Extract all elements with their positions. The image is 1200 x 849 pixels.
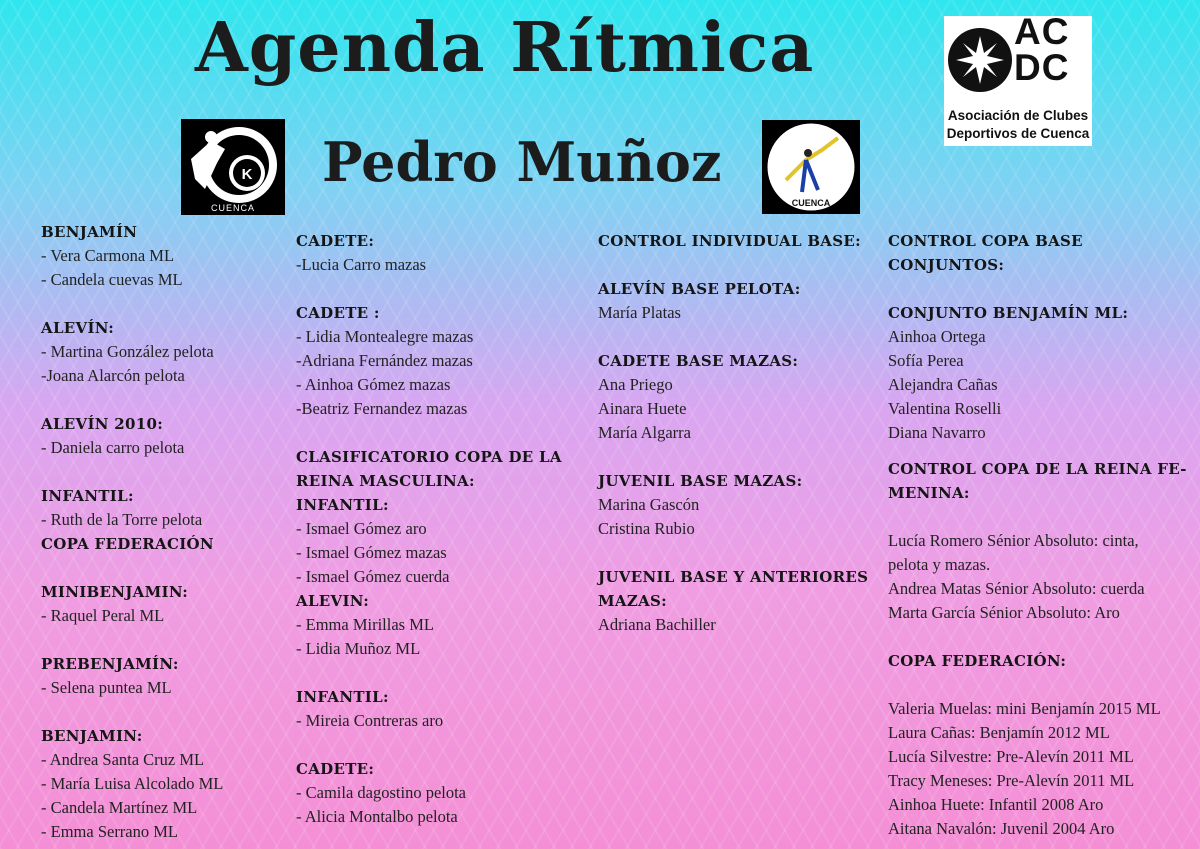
athlete-entry: - Candela cuevas ML <box>41 270 183 289</box>
athlete-entry: María Platas <box>598 303 681 322</box>
athlete-entry: Cristina Rubio <box>598 519 695 538</box>
club-logo-cuenca <box>181 119 285 215</box>
athlete-entry: - Mireia Contreras aro <box>296 711 444 730</box>
column-4 <box>888 229 1193 841</box>
athlete-entry: - Ismael Gómez cuerda <box>296 567 450 586</box>
category-heading: ALEVÍN 2010: <box>41 415 164 433</box>
athlete-entry: - Ainhoa Gómez mazas <box>296 375 451 394</box>
athlete-entry: María Algarra <box>598 423 691 442</box>
athlete-entry: - Lidia Muñoz ML <box>296 639 421 658</box>
athlete-entry: -Adriana Fernández mazas <box>296 351 473 370</box>
category-heading: CONTROL COPA BASE CONJUNTOS: <box>888 232 1083 274</box>
spacer <box>41 388 286 412</box>
spacer <box>41 628 286 652</box>
spacer <box>888 625 1193 649</box>
category-heading: ALEVIN: <box>296 592 370 610</box>
spacer <box>888 505 1193 529</box>
category-heading: ALEVÍN BASE PELOTA: <box>598 280 801 298</box>
athlete-entry: Tracy Meneses: Pre-Alevín 2011 ML <box>888 771 1135 790</box>
athlete-entry: Ainara Huete <box>598 399 687 418</box>
athlete-entry: - Selena puntea ML <box>41 678 172 697</box>
athlete-entry: Lucía Silvestre: Pre-Alevín 2011 ML <box>888 747 1134 766</box>
category-heading: CADETE BASE MAZAS: <box>598 352 799 370</box>
athlete-entry: - Ruth de la Torre pelota <box>41 510 203 529</box>
athlete-entry: -Lucia Carro mazas <box>296 255 427 274</box>
spacer <box>888 445 1193 457</box>
gymnast-emblem-icon <box>181 119 285 215</box>
category-heading: MAZAS: <box>598 592 667 610</box>
spacer <box>41 556 286 580</box>
athlete-entry: pelota y mazas. <box>888 555 991 574</box>
category-heading: COPA FEDERACIÓN: <box>888 652 1067 670</box>
athlete-entry: Diana Navarro <box>888 423 986 442</box>
category-heading: JUVENIL BASE MAZAS: <box>598 472 803 490</box>
spacer <box>296 277 586 301</box>
athlete-entry: Ainhoa Huete: Infantil 2008 Aro <box>888 795 1104 814</box>
category-heading: BENJAMÍN <box>41 223 138 241</box>
athlete-entry: - Lidia Montealegre mazas <box>296 327 474 346</box>
category-heading: INFANTIL: <box>41 487 134 505</box>
athlete-entry: - Alicia Montalbo pelota <box>296 807 458 826</box>
svg-text:K: K <box>241 166 253 183</box>
spacer <box>598 253 878 277</box>
acdc-caption-1: Asociación de Clubes <box>947 108 1089 123</box>
column-2 <box>296 229 586 829</box>
athlete-entry: Valentina Roselli <box>888 399 1002 418</box>
category-heading: CONTROL INDIVIDUAL BASE: <box>598 232 861 250</box>
athlete-entry: Ainhoa Ortega <box>888 327 986 346</box>
category-heading: CADETE : <box>296 304 380 322</box>
category-heading: ALEVÍN: <box>41 319 115 337</box>
category-heading: CADETE: <box>296 232 375 250</box>
category-heading: JUVENIL BASE Y ANTERIORES <box>598 568 869 586</box>
athlete-entry: Marta García Sénior Absoluto: Aro <box>888 603 1120 622</box>
category-heading: CLASIFICATORIO COPA DE LA <box>296 448 562 466</box>
athlete-entry: - Emma Serrano ML <box>41 822 179 841</box>
spacer <box>598 445 878 469</box>
athlete-entry: - Daniela carro pelota <box>41 438 185 457</box>
athlete-entry: Lucía Romero Sénior Absoluto: cinta, <box>888 531 1139 550</box>
category-heading: BENJAMIN: <box>41 727 143 745</box>
athlete-entry: - Candela Martínez ML <box>41 798 198 817</box>
star-emblem-icon <box>946 18 1014 102</box>
category-heading: INFANTIL: <box>296 688 389 706</box>
athlete-entry: Aitana Navalón: Juvenil 2004 Aro <box>888 819 1115 838</box>
acdc-logo-line1: AC <box>1014 11 1070 52</box>
athlete-entry: - Martina González pelota <box>41 342 214 361</box>
athlete-entry: - María Luisa Alcolado ML <box>41 774 224 793</box>
athlete-entry: - Ismael Gómez mazas <box>296 543 447 562</box>
spacer <box>888 673 1193 697</box>
athlete-entry: Laura Cañas: Benjamín 2012 ML <box>888 723 1110 742</box>
athlete-entry: Valeria Muelas: mini Benjamín 2015 ML <box>888 699 1161 718</box>
athlete-entry: Adriana Bachiller <box>598 615 716 634</box>
spacer <box>41 700 286 724</box>
acdc-caption-2: Deportivos de Cuenca <box>946 126 1090 141</box>
athlete-entry: - Camila dagostino pelota <box>296 783 467 802</box>
gymnast-leap-emblem-icon <box>762 120 860 214</box>
club-logo-huecar <box>762 120 860 214</box>
athlete-entry: Alejandra Cañas <box>888 375 998 394</box>
spacer <box>296 421 586 445</box>
spacer <box>598 541 878 565</box>
athlete-entry: - Emma Mirillas ML <box>296 615 434 634</box>
category-heading: INFANTIL: <box>296 496 389 514</box>
acdc-logo-line2: DC <box>1014 47 1070 88</box>
page-title: Agenda Rítmica <box>195 8 815 88</box>
spacer <box>598 325 878 349</box>
athlete-entry: Sofía Perea <box>888 351 964 370</box>
athlete-entry: -Beatriz Fernandez mazas <box>296 399 468 418</box>
category-heading: CONTROL COPA DE LA REINA FE- <box>888 460 1187 478</box>
athlete-entry: Andrea Matas Sénior Absoluto: cuerda <box>888 579 1145 598</box>
athlete-entry: Marina Gascón <box>598 495 700 514</box>
spacer <box>888 277 1193 301</box>
page-subtitle: Pedro Muñoz <box>322 130 722 194</box>
acdc-logo <box>944 11 1092 146</box>
spacer <box>41 292 286 316</box>
athlete-entry: - Andrea Santa Cruz ML <box>41 750 205 769</box>
column-3 <box>598 229 878 637</box>
spacer <box>296 733 586 757</box>
spacer <box>296 661 586 685</box>
category-heading: CADETE: <box>296 760 375 778</box>
spacer <box>41 460 286 484</box>
athlete-entry: -Joana Alarcón pelota <box>41 366 185 385</box>
athlete-entry: - Raquel Peral ML <box>41 606 165 625</box>
athlete-entry: - Ismael Gómez aro <box>296 519 427 538</box>
category-heading: MINIBENJAMIN: <box>41 583 189 601</box>
athlete-entry: - Vera Carmona ML <box>41 246 175 265</box>
category-heading: PREBENJAMÍN: <box>41 655 179 673</box>
athlete-entry: Ana Priego <box>598 375 673 394</box>
category-heading: REINA MASCULINA: <box>296 472 475 490</box>
column-1 <box>41 220 286 844</box>
category-heading: MENINA: <box>888 484 970 502</box>
club-left-bottom-text: CUENCA <box>210 203 256 213</box>
category-heading: CONJUNTO BENJAMÍN ML: <box>888 304 1129 322</box>
club-right-bottom-text: CUENCA <box>791 198 831 208</box>
category-heading: COPA FEDERACIÓN <box>41 535 214 553</box>
